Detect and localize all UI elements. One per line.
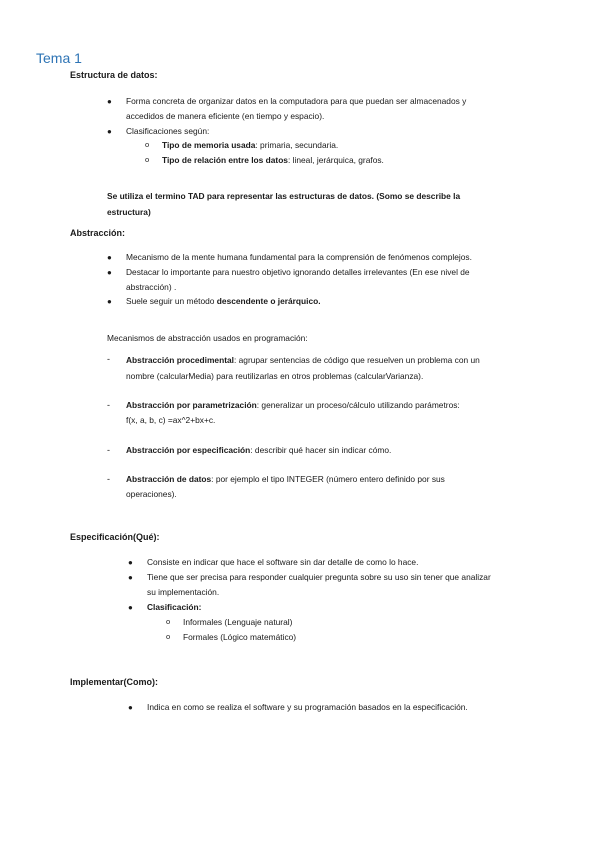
especificacion-bullet2-line1: Tiene que ser precisa para responder cualquier pregunta sobre su uso sin tener que analizar	[147, 572, 491, 582]
bullet-marker: ●	[128, 703, 133, 712]
sub1-text: : primaria, secundaria.	[255, 140, 339, 150]
sub-bullet-marker: o	[145, 155, 150, 164]
estructura-bullet2: Clasificaciones según:	[126, 126, 210, 136]
item3-label: Abstracción por especificación	[126, 445, 251, 455]
implementar-heading: Implementar(Como):	[70, 677, 159, 687]
bullet-marker: ●	[107, 97, 112, 106]
bullet-marker: ●	[107, 127, 112, 136]
estructura-heading: Estructura de datos:	[70, 70, 158, 80]
estructura-bullet1-line2: accedidos de manera eficiente (en tiempo y espacio).	[126, 111, 325, 121]
abstraccion-bullet2-line2: abstracción) .	[126, 282, 177, 292]
bullet-marker: ●	[107, 253, 112, 262]
estructura-sub1	[162, 138, 338, 153]
sub-bullet-marker: o	[166, 632, 171, 641]
mecanismo-item4-line1	[126, 472, 445, 487]
mecanismo-item2-line1	[126, 398, 460, 413]
sub-bullet-marker: o	[145, 140, 150, 149]
item2-label: Abstracción por parametrización	[126, 400, 257, 410]
item4-text: : por ejemplo el tipo INTEGER (número entero definido por sus	[211, 474, 445, 484]
mecanismo-item4-line2: operaciones).	[126, 489, 177, 499]
sub2-text: : lineal, jerárquica, grafos.	[287, 155, 384, 165]
sub2-label: Tipo de relación entre los datos	[162, 155, 288, 165]
item4-label: Abstracción de datos	[126, 474, 212, 484]
bullet-marker: ●	[128, 603, 133, 612]
bullet3-text: Suele seguir un método	[126, 296, 217, 306]
sub1-label: Tipo de memoria usada	[162, 140, 256, 150]
dash-marker: -	[107, 445, 110, 455]
mecanismo-item2-line2: f(x, a, b, c) =ax^2+bx+c.	[126, 415, 216, 425]
mecanismo-item1-line2: nombre (calcularMedia) para reutilizarlas en otros problemas (calcularVarianza).	[126, 371, 424, 381]
item3-text: : describir qué hacer sin indicar cómo.	[250, 445, 392, 455]
estructura-bullet1-line1: Forma concreta de organizar datos en la computadora para que puedan ser almacenados y	[126, 96, 467, 106]
sub-bullet-marker: o	[166, 617, 171, 626]
especificacion-sub2: Formales (Lógico matemático)	[183, 632, 297, 642]
implementar-bullet1: Indica en como se realiza el software y su programación basados en la especificación.	[147, 702, 468, 712]
especificacion-bullet2-line2: su implementación.	[147, 587, 220, 597]
mecanismo-item1-line1	[126, 353, 480, 368]
item2-text: : generalizar un proceso/cálculo utilizando parámetros:	[256, 400, 460, 410]
dash-marker: -	[107, 474, 110, 484]
dash-marker: -	[107, 400, 110, 410]
mecanismo-item3	[126, 443, 391, 458]
bullet-marker: ●	[107, 268, 112, 277]
estructura-sub2	[162, 153, 384, 168]
item1-text: : agrupar sentencias de código que resuelven un problema con un	[233, 355, 480, 365]
bullet-marker: ●	[107, 297, 112, 306]
especificacion-heading: Especificación(Qué):	[70, 532, 160, 542]
mecanismos-intro: Mecanismos de abstracción usados en programación:	[107, 333, 308, 343]
bullet-marker: ●	[128, 573, 133, 582]
abstraccion-bullet3	[126, 294, 321, 309]
especificacion-bullet3: Clasificación:	[147, 602, 202, 612]
tad-line1: Se utiliza el termino TAD para representar las estructuras de datos. (Somo se describe la	[107, 191, 461, 201]
abstraccion-heading: Abstracción:	[70, 228, 126, 238]
bullet-marker: ●	[128, 558, 133, 567]
bullet3-bold: descendente o jerárquico.	[216, 296, 321, 306]
abstraccion-bullet1: Mecanismo de la mente humana fundamental para la comprensión de fenómenos complejos.	[126, 252, 472, 262]
especificacion-bullet1: Consiste en indicar que hace el software sin dar detalle de como lo hace.	[147, 557, 419, 567]
abstraccion-bullet2-line1: Destacar lo importante para nuestro objetivo ignorando detalles irrelevantes (En ese nivel de	[126, 267, 470, 277]
especificacion-sub1: Informales (Lenguaje natural)	[183, 617, 293, 627]
tad-line2: estructura)	[107, 207, 151, 217]
dash-marker: -	[107, 354, 110, 364]
page-title: Tema 1	[36, 50, 82, 66]
item1-label: Abstracción procedimental	[126, 355, 234, 365]
